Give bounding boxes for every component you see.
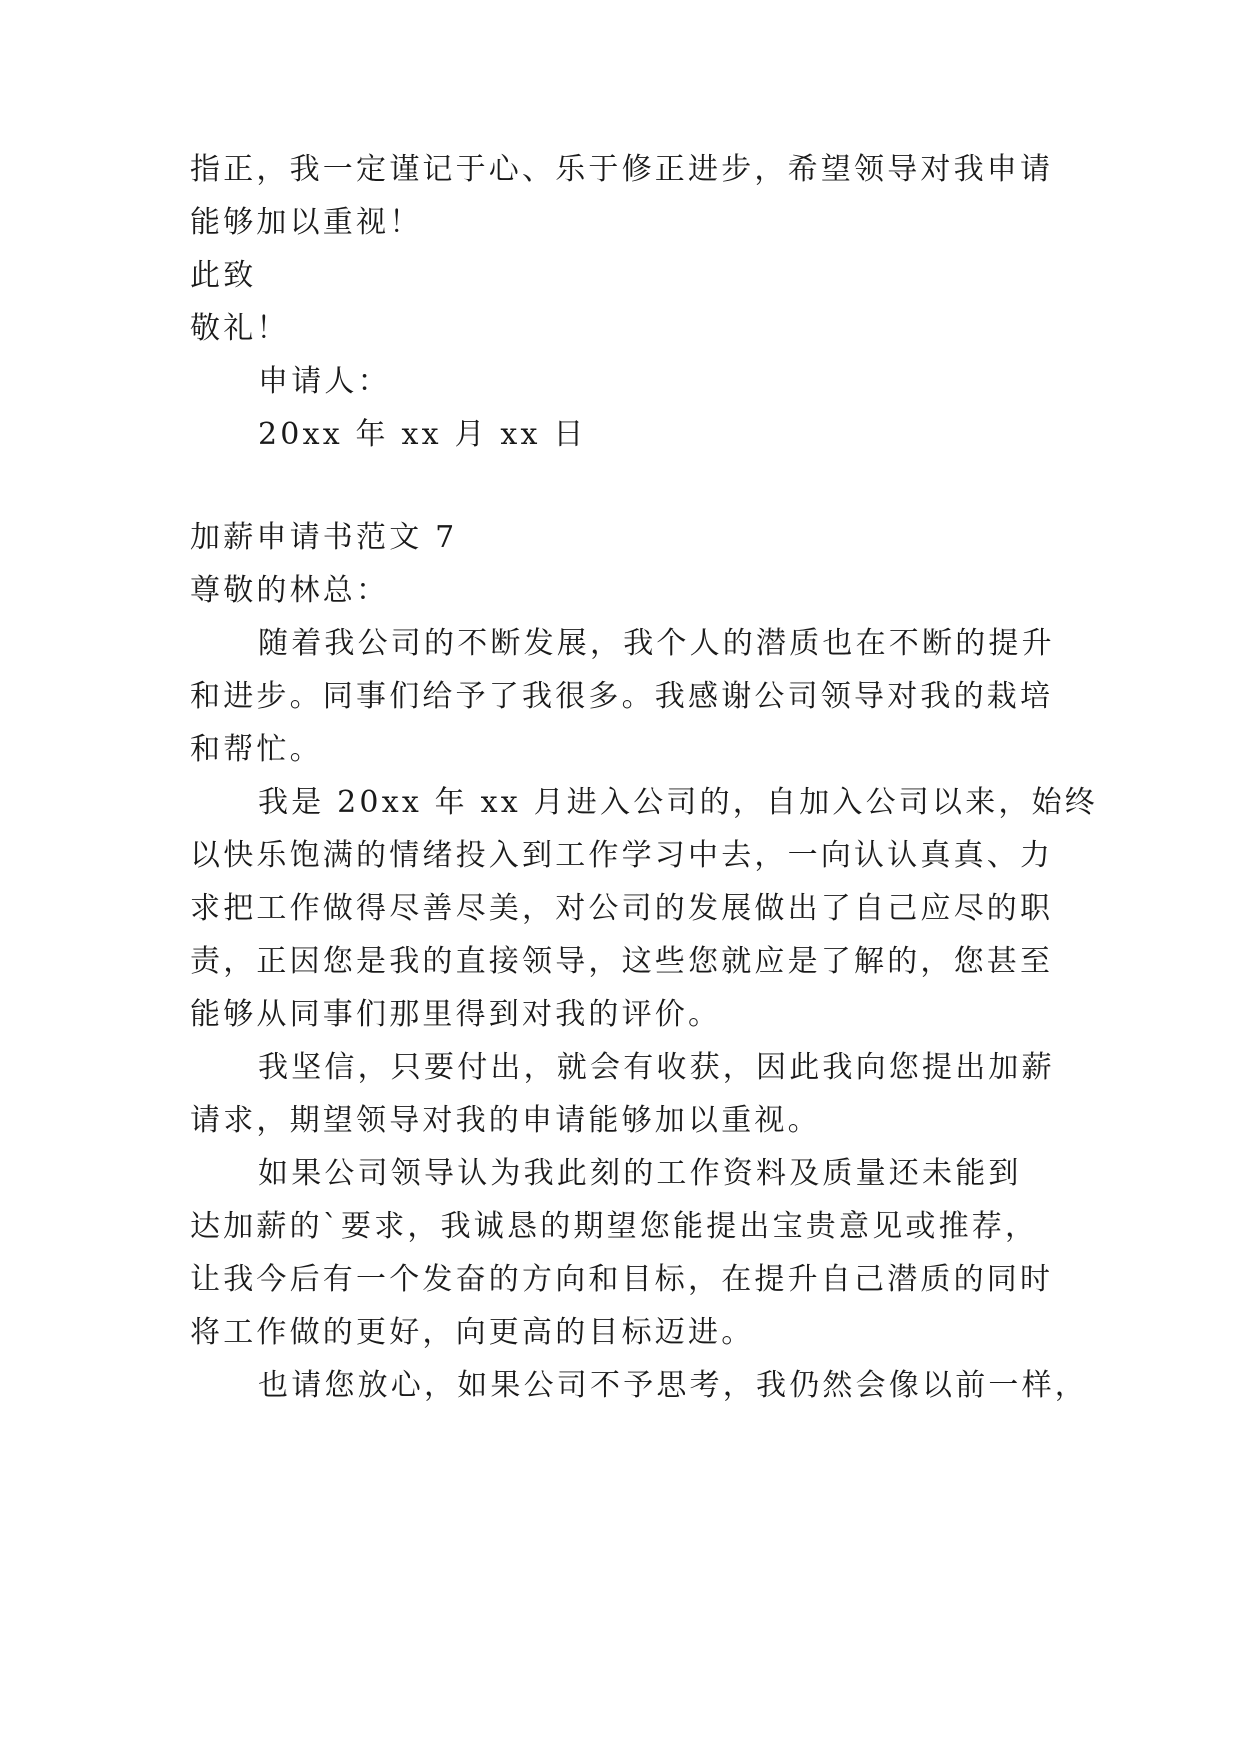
paragraph-1-line-3: 和帮忙。 [190, 732, 323, 767]
paragraph-2-line-2: 以快乐饱满的情绪投入到工作学习中去，一向认认真真、力 [190, 838, 1054, 873]
date-line: 20xx 年 xx 月 xx 日 [258, 417, 587, 452]
paragraph-5-line-1: 也请您放心，如果公司不予思考，我仍然会像以前一样， [258, 1368, 1088, 1403]
paragraph-4-line-2: 达加薪的`要求，我诚恳的期望您能提出宝贵意见或推荐， [190, 1209, 1039, 1244]
paragraph-1-line-2: 和进步。同事们给予了我很多。我感谢公司领导对我的栽培 [190, 679, 1054, 714]
paragraph-4-line-3: 让我今后有一个发奋的方向和目标，在提升自己潜质的同时 [190, 1262, 1054, 1297]
paragraph-1-line-1: 随着我公司的不断发展，我个人的潜质也在不断的提升 [258, 626, 1055, 661]
paragraph-3-line-1: 我坚信，只要付出，就会有收获，因此我向您提出加薪 [258, 1050, 1055, 1085]
closing-respect: 敬礼！ [190, 311, 290, 346]
text-line-1: 指正，我一定谨记于心、乐于修正进步，希望领导对我申请 [190, 152, 1054, 187]
paragraph-2-line-4: 责，正因您是我的直接领导，这些您就应是了解的，您甚至 [190, 944, 1054, 979]
applicant-label: 申请人： [258, 364, 391, 399]
paragraph-4-line-1: 如果公司领导认为我此刻的工作资料及质量还未能到 [258, 1156, 1022, 1191]
paragraph-2-line-5: 能够从同事们那里得到对我的评价。 [190, 997, 722, 1032]
paragraph-3-line-2: 请求，期望领导对我的申请能够加以重视。 [190, 1103, 821, 1138]
paragraph-4-line-4: 将工作做的更好，向更高的目标迈进。 [190, 1315, 755, 1350]
text-line-2: 能够加以重视！ [190, 205, 423, 240]
closing-salutation: 此致 [190, 258, 257, 293]
paragraph-2-line-3: 求把工作做得尽善尽美，对公司的发展做出了自己应尽的职 [190, 891, 1054, 926]
paragraph-2-line-1: 我是 20xx 年 xx 月进入公司的，自加入公司以来，始终 [258, 785, 1098, 820]
greeting: 尊敬的林总： [190, 573, 390, 608]
section-title: 加薪申请书范文 7 [190, 520, 458, 555]
